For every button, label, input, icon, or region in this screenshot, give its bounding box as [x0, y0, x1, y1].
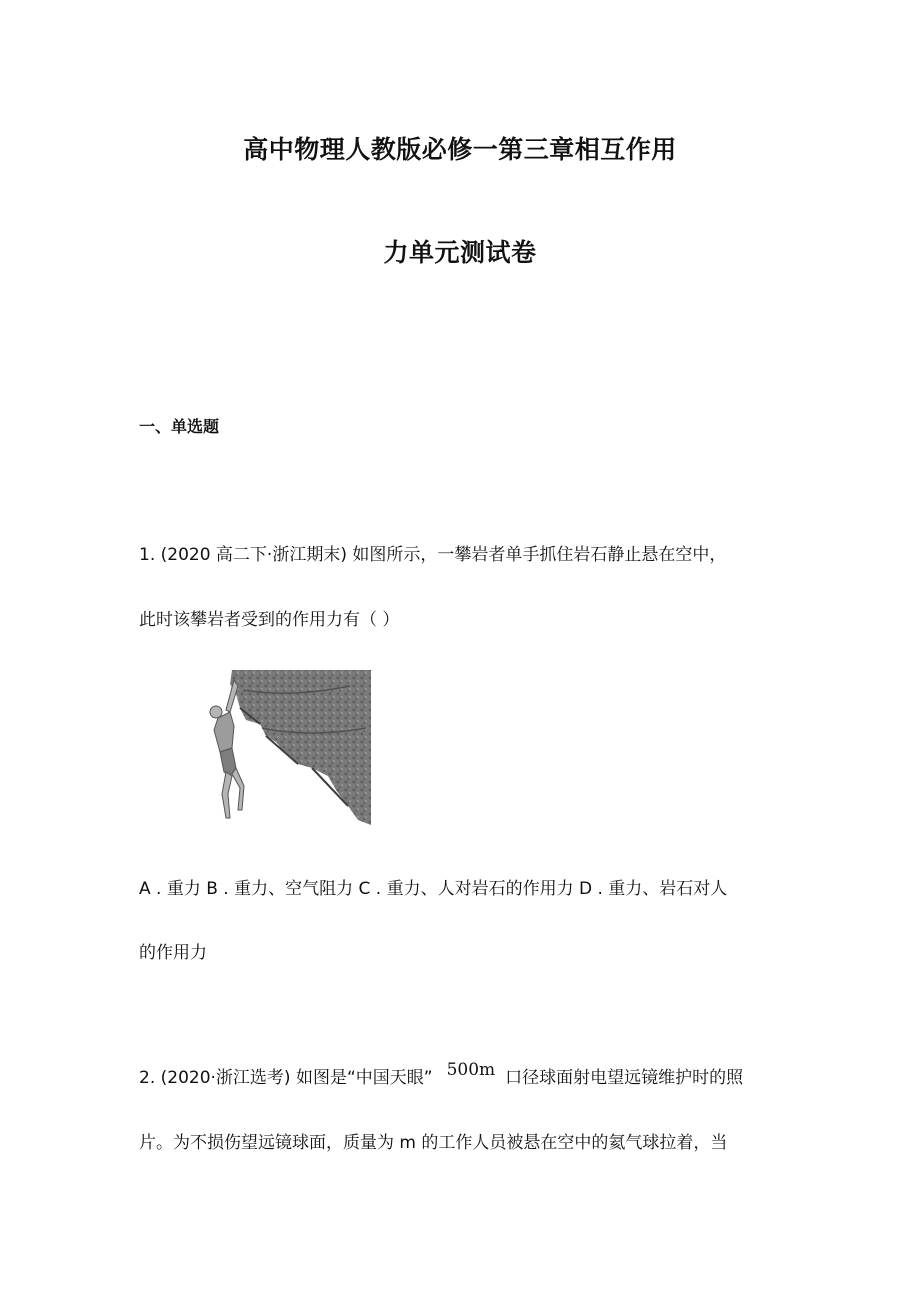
question-2-text-suffix: 口径球面射电望远镜维护时的照 — [505, 1068, 744, 1088]
question-2-text-prefix: 2. (2020·浙江选考) 如图是“中国天眼” — [139, 1068, 433, 1088]
question-2-text-line-2: 片。为不损伤望远镜球面，质量为 m 的工作人员被悬在空中的氦气球拉着，当 — [139, 1133, 728, 1153]
document-title-line-1: 高中物理人教版必修一第三章相互作用 — [243, 135, 677, 164]
rock-climber-image — [200, 668, 375, 828]
question-2-formula: 500m — [446, 1060, 496, 1080]
section-heading: 一、单选题 — [139, 417, 220, 436]
question-1-options-line-2: 的作用力 — [139, 943, 207, 963]
question-1-text-line-1: 1. (2020 高二下·浙江期末) 如图所示，一攀岩者单手抓住岩石静止悬在空中， — [139, 545, 727, 565]
document-title-line-2: 力单元测试卷 — [383, 238, 537, 267]
question-1-options-line-1: A . 重力 B . 重力、空气阻力 C . 重力、人对岩石的作用力 D . 重力、岩石对人 — [139, 879, 728, 899]
question-2-text-line-1 — [139, 1060, 744, 1088]
question-1-text-line-2: 此时该攀岩者受到的作用力有（ ） — [139, 610, 400, 630]
